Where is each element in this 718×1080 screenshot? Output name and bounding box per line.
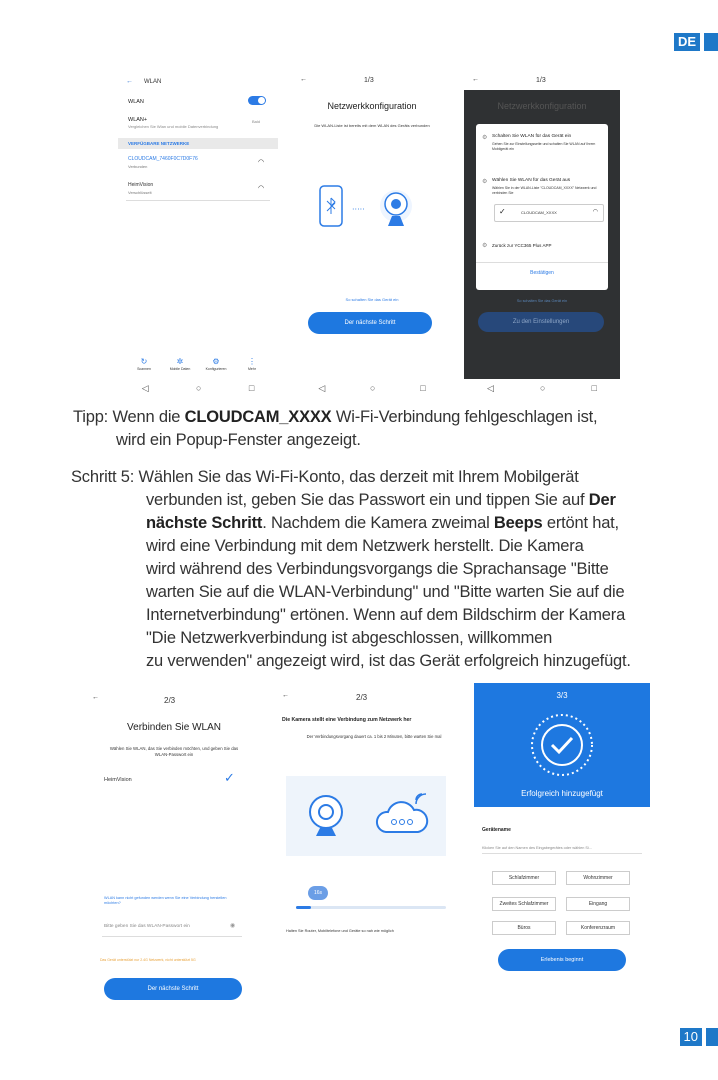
step5-line1: Schritt 5: Wählen Sie das Wi-Fi-Konto, das derzeit mit Ihrem Mobilgerät <box>71 468 579 486</box>
network-cloudcam-status: Verbunden <box>128 164 148 169</box>
next-step-button[interactable]: Der nächste Schritt <box>308 312 432 334</box>
more-button[interactable]: ⋮ Mehr <box>248 357 256 371</box>
screen-desc: Die WLAN-Liste ist bereits mit dem WLAN des Geräts verbunden <box>314 123 430 128</box>
nav-back-icon[interactable]: ◁ <box>141 382 149 393</box>
back-arrow-icon[interactable]: ← <box>92 694 99 701</box>
nav-recent-icon[interactable]: □ <box>248 383 255 393</box>
help-link[interactable]: So schalten Sie das Gerät ein <box>345 297 399 302</box>
room-option[interactable]: Wohnzimmer <box>566 871 630 885</box>
opt2-desc: Wählen Sie in der WLAN-Liste "CLOUDCAM_XXXX" Netzwerk und verbinden Sie <box>492 186 597 195</box>
svg-text:·····: ····· <box>352 205 365 214</box>
password-input[interactable]: Bitte geben Sie das WLAN-Passwort ein <box>104 924 190 929</box>
room-option[interactable]: Büros <box>492 921 556 935</box>
network-heimvision[interactable]: HeimVision <box>128 182 154 188</box>
wifi-icon: ◠ <box>258 159 265 166</box>
step5-line6: warten Sie auf die WLAN-Verbindung" und "Bitte warten Sie auf die <box>146 583 625 601</box>
settings-button[interactable]: Zu den Einstellungen <box>478 312 604 332</box>
nav-back-icon[interactable]: ◁ <box>318 382 326 393</box>
room-option[interactable]: Eingang <box>566 897 630 911</box>
step5-line4: wird eine Verbindung mit dem Netzwerk herstellt. Die Kamera <box>146 537 584 555</box>
wlanplus-desc: Vergleichen Sie Wlan und mobile Datenverbindung <box>128 124 219 129</box>
wifi-icon: ◠ <box>592 209 598 215</box>
camera-cloud-illustration <box>286 776 446 856</box>
screen-title: Die Kamera stellt eine Verbindung zum Netzwerk her <box>282 717 412 723</box>
back-arrow-icon[interactable]: ← <box>282 692 289 699</box>
android-navbar <box>464 379 620 397</box>
step-indicator: 1/3 <box>536 77 546 84</box>
phone-connect-wlan <box>88 686 260 1006</box>
room-option[interactable]: Schlafzimmer <box>492 871 556 885</box>
nav-recent-icon[interactable]: □ <box>420 383 426 393</box>
step-indicator: 2/3 <box>164 696 176 705</box>
screen-title: Verbinden Sie WLAN <box>127 722 221 733</box>
configure-button[interactable]: ⚙ Konfigurieren <box>205 357 227 371</box>
phone-network-config <box>296 72 448 397</box>
page-number: 10 <box>680 1028 702 1046</box>
step5-line9: zu verwenden" angezeigt wird, ist das Gerät erfolgreich hinzugefügt. <box>146 652 631 670</box>
scan-button[interactable]: ↻ Scannen <box>137 357 151 371</box>
room-option[interactable]: Zweites Schlafzimmer <box>492 897 556 911</box>
screen-desc: Der Verbindungsvorgang dauert ca. 1 bis 2 Minuten, bitte warten Sie mal <box>306 734 442 739</box>
back-arrow-icon[interactable]: ← <box>126 78 133 85</box>
nav-back-icon[interactable]: ◁ <box>487 382 494 393</box>
success-check-icon <box>528 711 596 779</box>
checkmark-icon: ✓ <box>224 770 235 785</box>
step5-line7: Internetverbindung" ertönen. Wenn auf dem Bildschirm der Kamera <box>146 606 626 624</box>
network-name: CLOUDCAM_XXXX <box>521 210 557 215</box>
input-underline <box>102 936 242 937</box>
step5-line8: "Die Netzwerkverbindung ist abgeschlossen, willkommen <box>146 629 553 647</box>
bottom-toolbar <box>128 357 268 372</box>
wlanplus-label: WLAN+ <box>128 117 148 123</box>
phone-success <box>474 683 650 1003</box>
device-name-input[interactable]: Klicken Sie auf den Namen des Eingabegerätes oder wählen Si... <box>482 846 592 850</box>
network-cloudcam[interactable]: CLOUDCAM_7460F0C7D0F76 <box>128 156 198 162</box>
step-indicator: 1/3 <box>364 77 374 84</box>
progress-time-badge: 16s <box>308 886 328 900</box>
step-indicator: 3/3 <box>556 691 568 700</box>
opt1-title: Schalten Sie WLAN für das Gerät ein <box>492 134 572 139</box>
nav-home-icon[interactable]: ○ <box>540 383 546 393</box>
step5-line3: nächste Schritt. Nachdem die Kamera zweimal Beeps ertönt hat, <box>146 514 619 532</box>
phone-connecting <box>278 686 452 1006</box>
screen-title: Netzwerkkonfiguration <box>327 101 417 111</box>
section-header: VERFÜGBARE NETZWERKE <box>128 141 190 146</box>
divider <box>126 200 270 201</box>
opt2-title: Wählen Sie WLAN für das Gerät aus <box>492 178 571 183</box>
nav-home-icon[interactable]: ○ <box>196 383 202 393</box>
help-link[interactable]: So schalten Sie das Gerät ein <box>516 299 568 303</box>
eye-icon[interactable]: ◉ <box>230 923 236 929</box>
progress-fill <box>296 906 311 909</box>
badge-edge <box>706 1028 718 1046</box>
language-badge: DE <box>674 33 700 51</box>
app-icon: ⚙ <box>482 243 488 249</box>
wlan-toggle[interactable] <box>248 96 266 105</box>
back-to-app[interactable]: Zurück zur YCC365 Plus APP <box>492 243 552 248</box>
mobile-data-button[interactable]: ✲ Mobile Daten <box>169 357 191 371</box>
wifi-lock-icon: ◠ <box>258 185 265 192</box>
room-option[interactable]: Konferenzraum <box>566 921 630 935</box>
phone-wifi-popup <box>464 72 620 397</box>
device-name-label: Gerätename <box>482 827 511 833</box>
phone-wlan-settings <box>118 72 278 397</box>
network-heimvision-status: Verschlüsselt <box>128 190 152 195</box>
step5-line5: wird während des Verbindungsvorgangs die Sprachansage "Bitte <box>146 560 609 578</box>
success-text: Erfolgreich hinzugefügt <box>521 789 603 798</box>
next-step-button[interactable]: Der nächste Schritt <box>104 978 242 1000</box>
phone-camera-illustration <box>316 182 428 242</box>
badge-edge <box>704 33 718 51</box>
back-arrow-icon[interactable]: ← <box>300 76 307 83</box>
start-button[interactable]: Erlebenis beginnt <box>498 949 626 971</box>
confirm-button[interactable]: Bestätigen <box>530 270 554 276</box>
step5-line2: verbunden ist, geben Sie das Passwort ein und tippen Sie auf Der <box>146 491 616 509</box>
screen-title: WLAN <box>144 79 162 85</box>
network-name[interactable]: HeimVision <box>104 777 132 783</box>
android-navbar <box>118 379 278 397</box>
android-navbar <box>296 379 448 397</box>
nav-home-icon[interactable]: ○ <box>370 383 376 393</box>
help-link[interactable]: WLAN kann nicht gefunden werden wenn Sie eine Verbindung herstellen möchten? <box>104 896 227 905</box>
wlanplus-value[interactable]: Bald <box>252 119 261 124</box>
network-selector[interactable] <box>494 204 604 222</box>
checkmark-icon: ✓ <box>499 207 506 216</box>
progress-track <box>296 906 446 909</box>
screen-desc: Wählen Sie WLAN, das Sie verbinden möchten, und geben Sie das WLAN-Passwort ein <box>109 746 239 757</box>
footer-hint: Halten Sie Router, Mobiltelefone und Geräte so nah wie möglich <box>286 929 394 933</box>
nav-recent-icon[interactable]: □ <box>591 383 597 393</box>
gear-icon: ⚙ <box>482 135 488 141</box>
tip-line2: wird ein Popup-Fenster angezeigt. <box>116 431 361 449</box>
wifi-setting-icon: ⚙ <box>482 179 488 185</box>
popup-dialog <box>476 124 608 290</box>
tip-line1: Tipp: Wenn die CLOUDCAM_XXXX Wi-Fi-Verbindung fehlgeschlagen ist, <box>73 408 598 426</box>
opt1-desc: Gehen Sie zur Einstellungsseite und schalten Sie WLAN auf Ihrem Mobilgerät ein <box>492 142 596 151</box>
warning-note: Das Gerät unterstützt nur 2.4G Netzwerk, nicht unterstützt 5G <box>100 958 196 962</box>
wlan-label: WLAN <box>128 99 144 105</box>
step-indicator: 2/3 <box>356 693 368 702</box>
screen-title-dim: Netzwerkkonfiguration <box>497 101 587 111</box>
back-arrow-icon[interactable]: ← <box>472 76 479 83</box>
